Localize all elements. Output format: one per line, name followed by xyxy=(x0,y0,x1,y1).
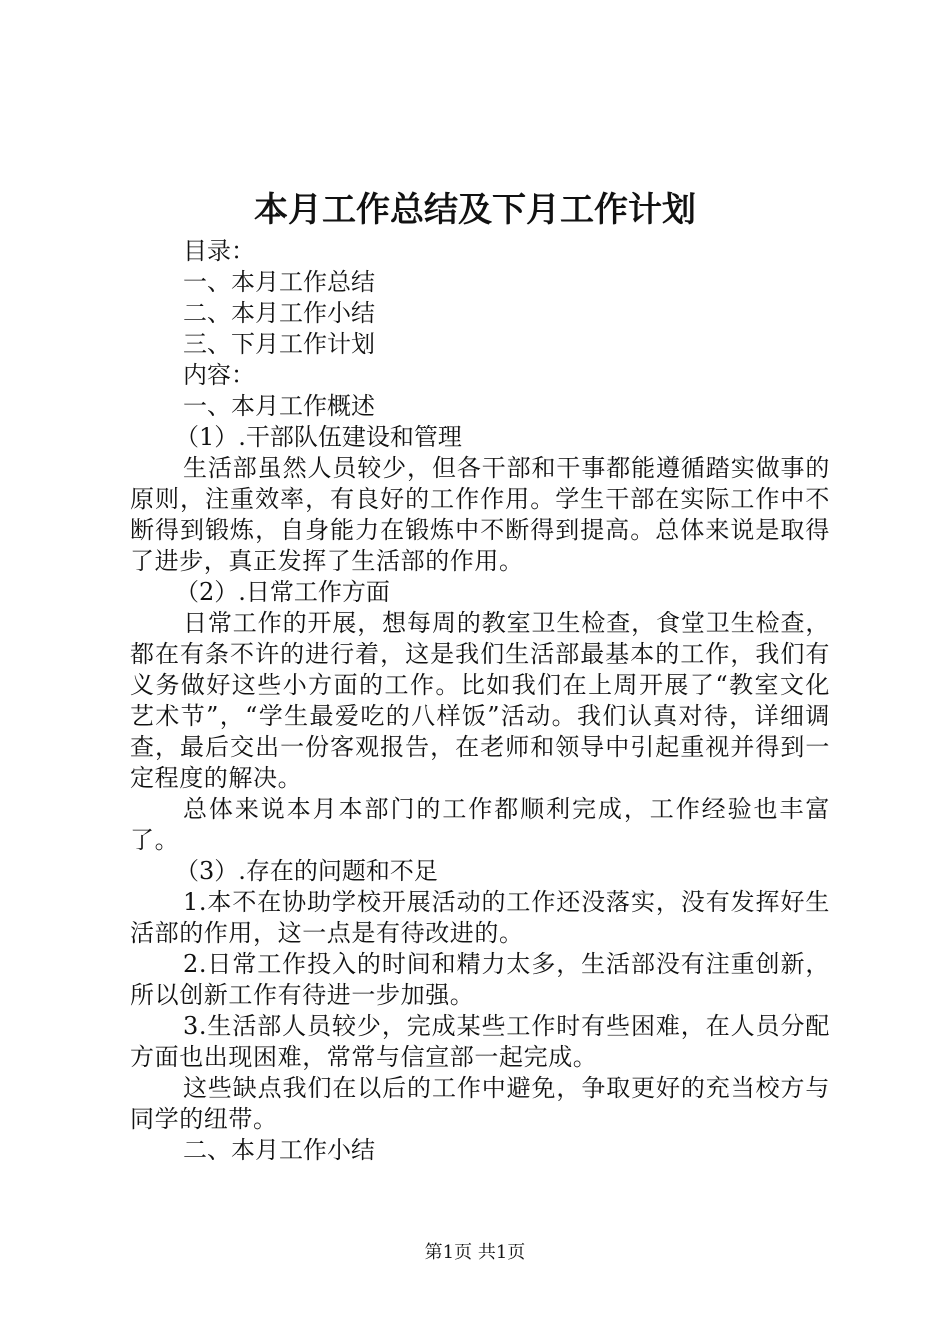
closing-paragraph: 这些缺点我们在以后的工作中避免，争取更好的充当校方与同学的纽带。 xyxy=(130,1074,830,1133)
sub3-heading: （3）.存在的问题和不足 xyxy=(175,857,438,885)
problem-item-2: 2.日常工作投入的时间和精力太多，生活部没有注重创新，所以创新工作有待进一步加强。 xyxy=(130,950,830,1009)
toc-label: 目录： xyxy=(183,237,255,265)
sub1-paragraph: 生活部虽然人员较少，但各干部和干事都能遵循踏实做事的原则，注重效率，有良好的工作作用。学生干部在实际工作中不断得到锻炼，自身能力在锻炼中不断得到提高。总体来说是取得了进步，真正发挥了生活部的作用。 xyxy=(130,454,830,575)
sub2-summary: 总体来说本月本部门的工作都顺利完成，工作经验也丰富了。 xyxy=(130,795,830,854)
problem-item-1: 1.本不在协助学校开展活动的工作还没落实，没有发挥好生活部的作用，这一点是有待改进的。 xyxy=(130,888,830,947)
page-number: 第1页 共1页 xyxy=(424,1242,526,1263)
sub2-heading: （2）.日常工作方面 xyxy=(175,578,390,606)
toc-item-summary: 一、本月工作总结 xyxy=(183,268,375,296)
section1-heading: 一、本月工作概述 xyxy=(183,392,375,420)
toc-item-brief: 二、本月工作小结 xyxy=(183,299,375,327)
section2-heading: 二、本月工作小结 xyxy=(183,1136,375,1164)
document-body xyxy=(130,236,830,1166)
sub2-paragraph: 日常工作的开展，想每周的教室卫生检查，食堂卫生检查，都在有条不许的进行着，这是我们生活部最基本的工作，我们有义务做好这些小方面的工作。比如我们在上周开展了“教室文化艺术节”，“学生最爱吃的八样饭”活动。我们认真对待，详细调查，最后交出一份客观报告，在老师和领导中引起重视并得到一定程度的解决。 xyxy=(130,609,830,792)
sub1-heading: （1）.干部队伍建设和管理 xyxy=(175,423,462,451)
content-label: 内容： xyxy=(183,361,255,389)
toc-item-plan: 三、下月工作计划 xyxy=(183,330,375,358)
problem-item-3: 3.生活部人员较少，完成某些工作时有些困难，在人员分配方面也出现困难，常常与信宣部一起完成。 xyxy=(130,1012,830,1071)
document-title: 本月工作总结及下月工作计划 xyxy=(254,190,696,230)
